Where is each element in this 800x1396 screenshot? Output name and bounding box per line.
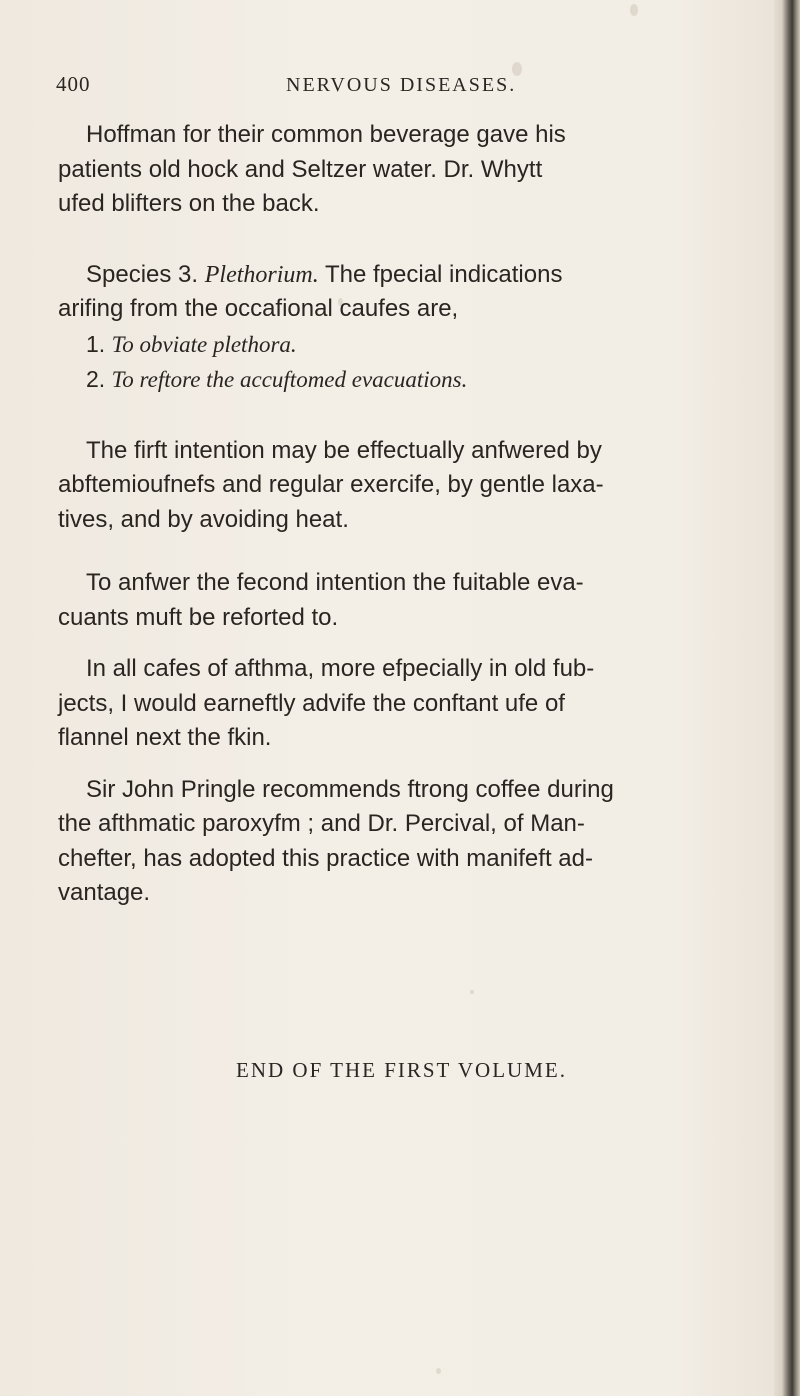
end-of-volume-note: END OF THE FIRST VOLUME. bbox=[236, 1058, 567, 1082]
text-line: tives, and by avoiding heat. bbox=[58, 505, 349, 533]
paper-stain bbox=[436, 1368, 441, 1374]
text-line: the afthmatic paroxyfm ; and Dr. Percival, of Man- bbox=[58, 810, 585, 837]
paragraph-second-intention bbox=[58, 566, 748, 635]
page-body bbox=[58, 118, 748, 911]
text-line: In all cafes of afthma, more efpecially in old fub- bbox=[86, 655, 595, 682]
text-line: Sir John Pringle recommends ftrong coffee during bbox=[86, 775, 614, 803]
text-line: Hoffman for their common beverage gave his bbox=[86, 121, 566, 148]
page-number: 400 bbox=[56, 72, 91, 96]
text-line: vantage. bbox=[58, 879, 151, 906]
text-line: flannel next the fkin. bbox=[58, 724, 272, 751]
running-head: NERVOUS DISEASES. bbox=[286, 74, 517, 96]
paper-stain bbox=[470, 990, 474, 994]
paragraph-hoffman bbox=[58, 118, 748, 222]
page-header bbox=[56, 72, 536, 112]
text-line: abftemioufnefs and regular exercife, by gentle laxa- bbox=[58, 471, 604, 498]
paragraph-asthma bbox=[58, 652, 748, 756]
text-line: arifing from the occafional caufes are, bbox=[58, 295, 459, 322]
item-text: To reftore the accuftomed evacuations. bbox=[111, 367, 468, 392]
text-line: ufed blifters on the back. bbox=[58, 190, 320, 217]
text-line: jects, I would earneftly advife the conftant ufe of bbox=[58, 689, 565, 717]
indication-item-1 bbox=[58, 327, 748, 363]
indication-item-2 bbox=[58, 362, 748, 398]
text-line: cuants muft be reforted to. bbox=[58, 603, 339, 631]
item-number: 2. bbox=[86, 366, 112, 392]
paragraph-first-intention bbox=[58, 434, 748, 538]
species-label: Species 3. bbox=[86, 260, 205, 288]
text-line: patients old hock and Seltzer water. Dr. Whytt bbox=[58, 155, 543, 183]
book-binding-edge bbox=[774, 0, 800, 1396]
species-name: Plethorium. bbox=[204, 261, 319, 288]
text-line: The firft intention may be effectually anfwered by bbox=[86, 436, 602, 464]
item-text: To obviate plethora. bbox=[111, 331, 297, 357]
text-line: The fpecial indications bbox=[318, 260, 563, 288]
paragraph-species bbox=[58, 258, 748, 327]
text-line: chefter, has adopted this practice with manifeft ad- bbox=[58, 844, 593, 872]
text-line: To anfwer the fecond intention the fuitable eva- bbox=[86, 569, 584, 596]
paper-stain bbox=[630, 4, 638, 16]
paragraph-pringle bbox=[58, 773, 748, 911]
item-number: 1. bbox=[86, 330, 112, 357]
